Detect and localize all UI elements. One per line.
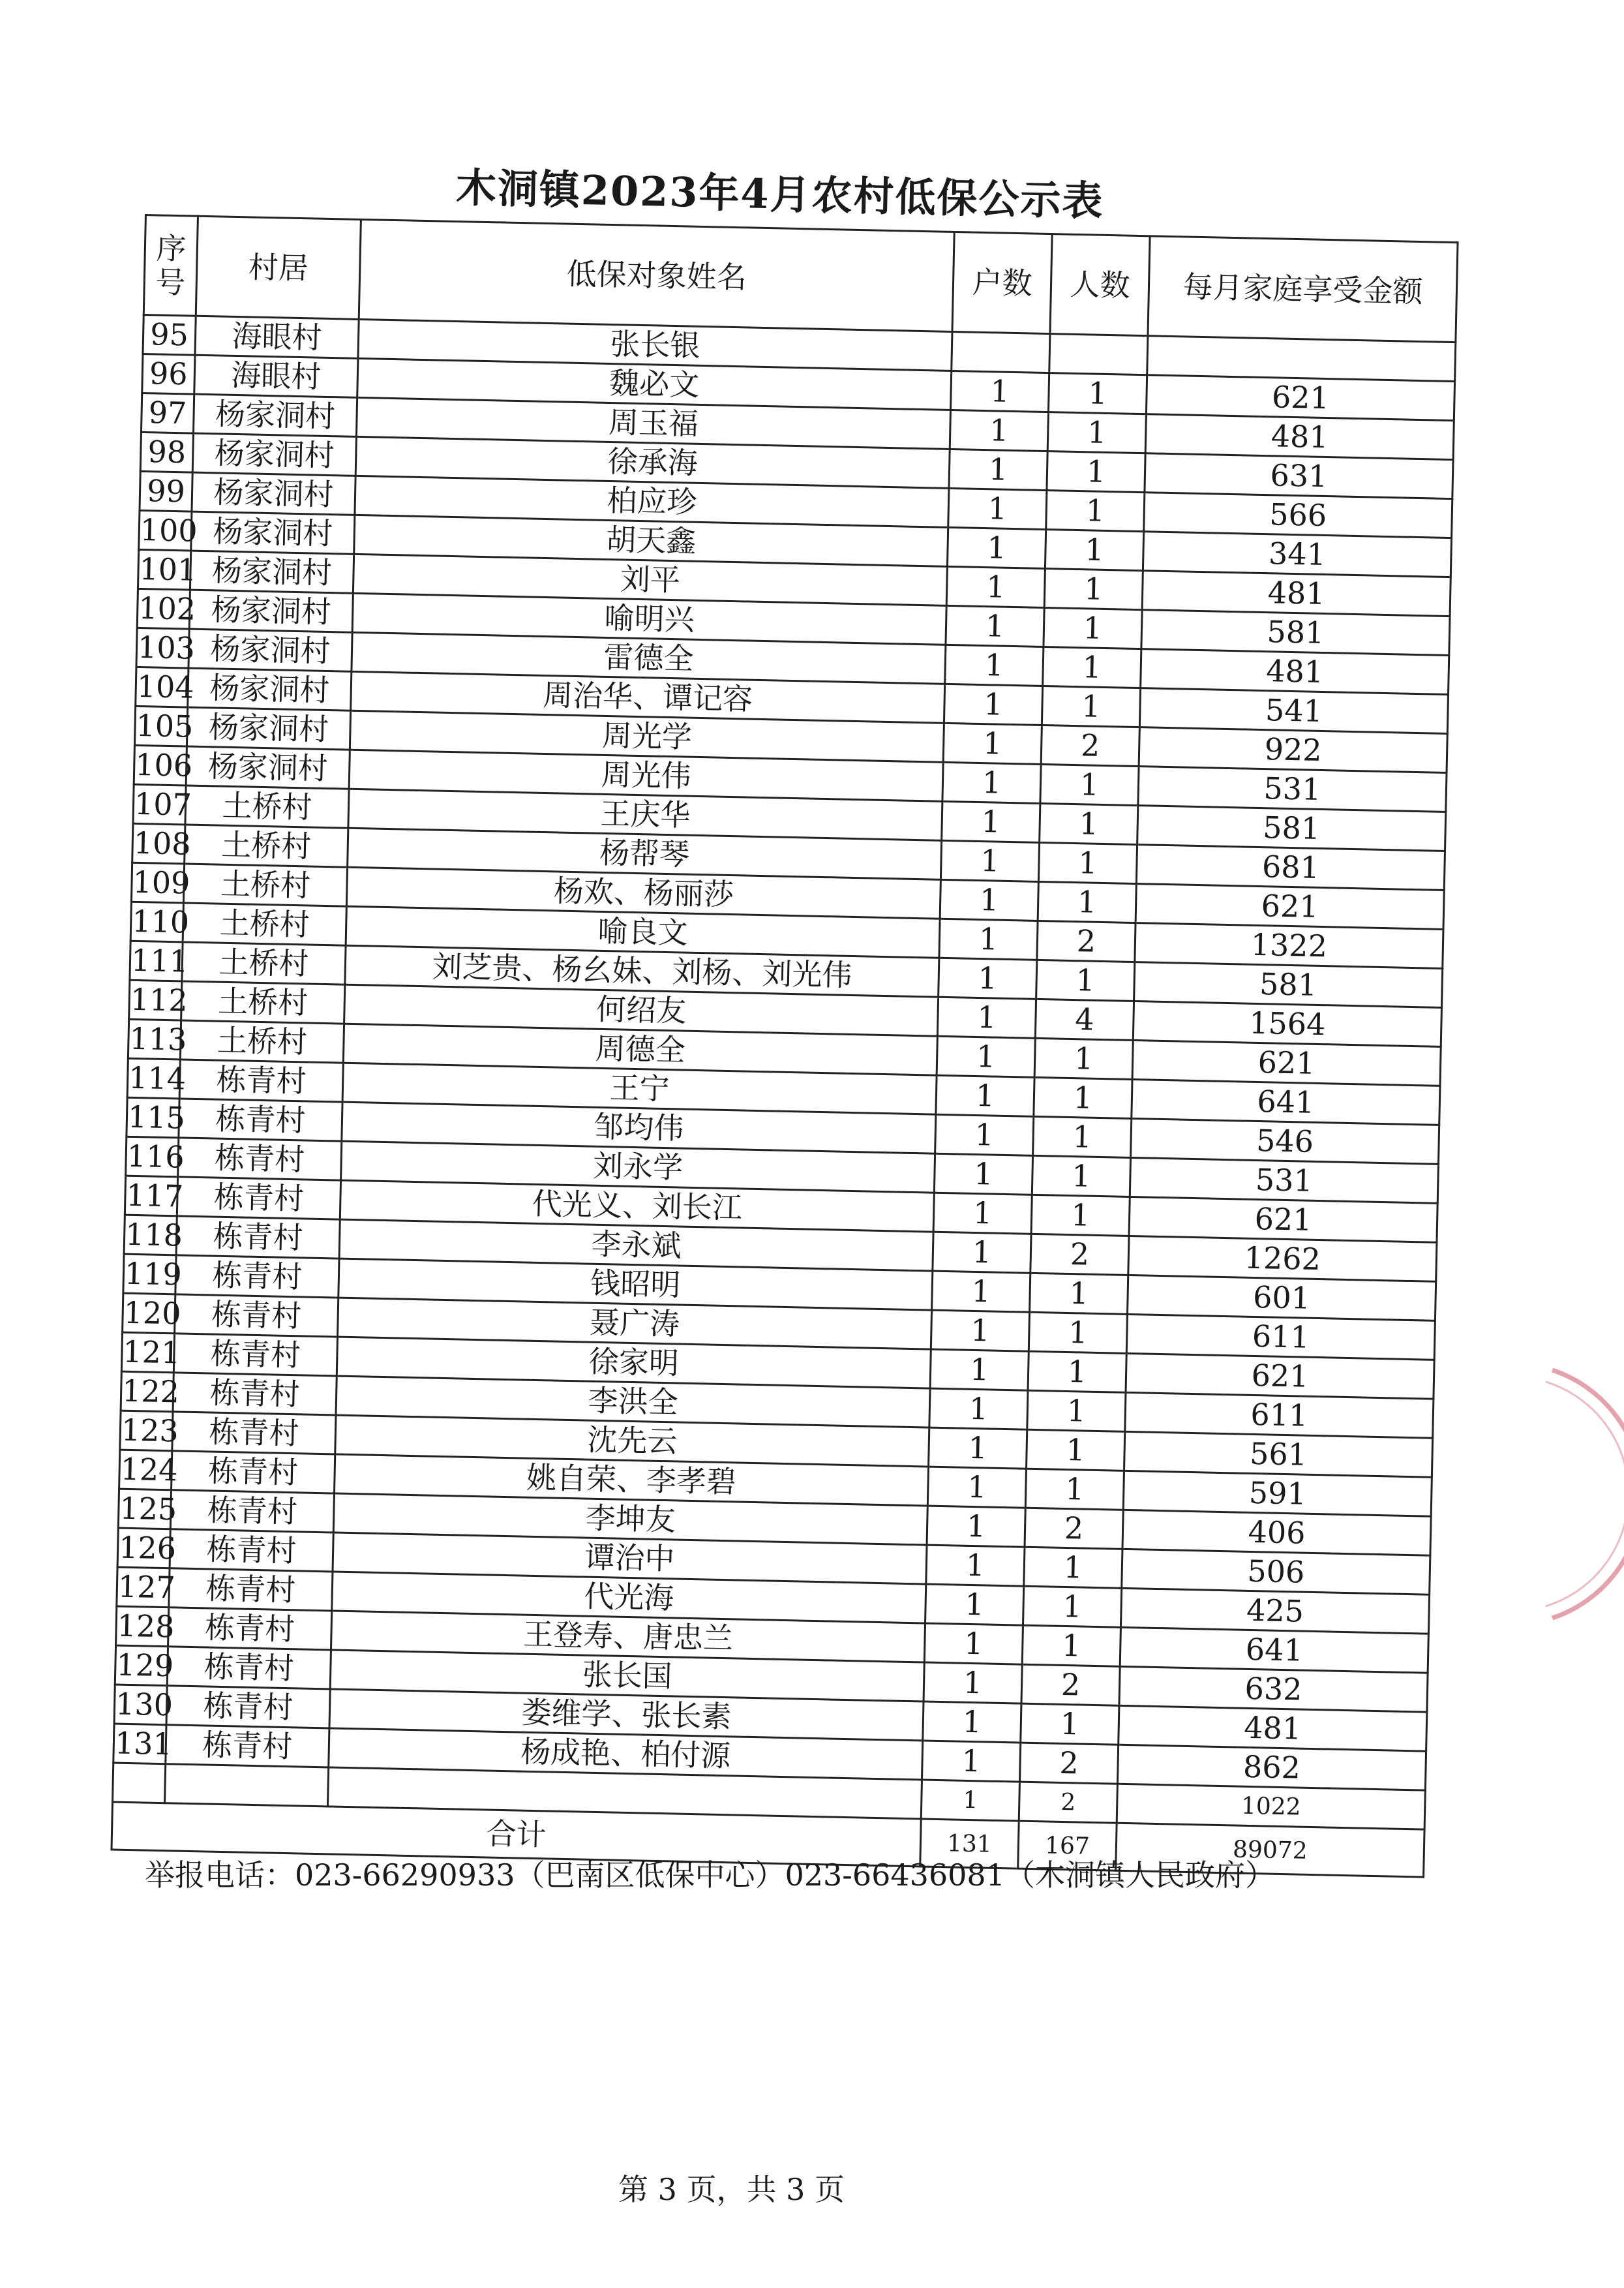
- village-cell: 杨家洞村: [187, 707, 350, 750]
- village-cell: 杨家洞村: [188, 629, 352, 671]
- village-cell: 土桥村: [185, 786, 349, 828]
- households-cell: 1: [942, 801, 1040, 842]
- persons-cell: 1: [1046, 491, 1145, 532]
- village-cell: 土桥村: [181, 981, 345, 1024]
- households-cell: 1: [946, 605, 1044, 647]
- name-cell: 李洪全: [336, 1376, 930, 1427]
- seq-cell: 123: [120, 1411, 173, 1451]
- amount-cell: 641: [1132, 1079, 1440, 1125]
- seq-cell: 116: [126, 1136, 179, 1177]
- name-cell: 魏必文: [357, 358, 952, 410]
- households-cell: 1: [926, 1545, 1025, 1586]
- name-cell: 沈先云: [335, 1415, 929, 1467]
- households-cell: 1: [925, 1584, 1024, 1625]
- name-cell: 钱昭明: [338, 1258, 933, 1310]
- seq-cell: 131: [113, 1724, 166, 1764]
- seq-cell: 119: [123, 1254, 176, 1294]
- persons-cell: 2: [1030, 1234, 1129, 1275]
- persons-cell: 2: [1019, 1743, 1118, 1784]
- persons-cell: 1: [1038, 881, 1136, 923]
- name-cell: 喻明兴: [352, 593, 946, 645]
- name-cell: 杨成艳、柏付源: [329, 1728, 923, 1780]
- persons-cell: 4: [1035, 999, 1134, 1040]
- persons-cell: 1: [1034, 1077, 1132, 1118]
- amount-cell: 681: [1136, 845, 1445, 891]
- village-cell: 栋青村: [178, 1138, 342, 1180]
- persons-cell: 1: [1032, 1155, 1130, 1197]
- total-persons: 167: [1018, 1821, 1117, 1870]
- village-cell: 栋青村: [172, 1412, 336, 1454]
- amount-cell: 641: [1120, 1627, 1428, 1673]
- amount-cell: 531: [1138, 767, 1447, 812]
- name-cell: 张长国: [330, 1650, 924, 1701]
- seq-cell: 124: [119, 1450, 172, 1490]
- village-cell: 栋青村: [172, 1451, 335, 1493]
- households-cell: 1: [940, 840, 1039, 881]
- name-cell: 胡天鑫: [354, 515, 948, 566]
- persons-cell: 1: [1044, 569, 1143, 610]
- persons-cell: 1: [1036, 960, 1135, 1001]
- seq-cell: 105: [134, 706, 187, 746]
- seq-cell: 129: [115, 1645, 168, 1686]
- households-cell: 1: [944, 684, 1042, 725]
- households-cell: 1: [923, 1701, 1021, 1743]
- report-phone-line: 举报电话：023-66290933（巴南区低保中心）023-66436081（木洞镇人民政府）: [145, 1857, 1275, 1893]
- households-cell: 1: [937, 1036, 1035, 1077]
- households-cell: 1: [924, 1662, 1022, 1703]
- seq-cell: [113, 1763, 166, 1803]
- name-cell: 雷德全: [352, 632, 946, 684]
- amount-cell: 546: [1131, 1118, 1439, 1164]
- persons-cell: 1: [1048, 373, 1147, 414]
- households-cell: 1: [927, 1467, 1026, 1508]
- households-cell: 1: [933, 1193, 1032, 1234]
- name-cell: 李坤友: [333, 1493, 927, 1545]
- village-cell: 栋青村: [173, 1334, 337, 1376]
- persons-cell: 2: [1025, 1508, 1123, 1549]
- amount-cell: 632: [1119, 1666, 1428, 1712]
- name-cell: 王宁: [342, 1063, 937, 1114]
- total-households: 131: [920, 1819, 1019, 1869]
- seq-cell: 97: [141, 393, 194, 433]
- persons-cell: 1: [1031, 1195, 1130, 1236]
- village-cell: 栋青村: [169, 1568, 333, 1611]
- name-cell: 王庆华: [348, 789, 942, 840]
- total-amount: 89072: [1116, 1823, 1424, 1877]
- households-cell: 1: [948, 488, 1047, 529]
- amount-cell: 621: [1132, 1041, 1441, 1086]
- village-cell: 杨家洞村: [189, 590, 353, 632]
- households-cell: 1: [927, 1506, 1025, 1547]
- name-cell: 娄维学、张长素: [329, 1689, 924, 1741]
- households-cell: 1: [936, 1075, 1034, 1116]
- village-cell: 土桥村: [183, 903, 346, 945]
- persons-cell: 2: [1037, 921, 1135, 962]
- village-cell: 栋青村: [177, 1177, 340, 1219]
- name-cell: 代光义、刘长江: [340, 1180, 934, 1232]
- seq-cell: 113: [128, 1019, 181, 1060]
- name-cell: 代光海: [332, 1572, 926, 1623]
- village-cell: 海眼村: [194, 355, 358, 397]
- persons-cell: 2: [1021, 1664, 1120, 1705]
- village-cell: 土桥村: [183, 864, 347, 906]
- households-cell: 1: [931, 1310, 1029, 1351]
- amount-cell: 425: [1120, 1588, 1429, 1634]
- village-cell: 栋青村: [179, 1060, 343, 1102]
- seq-cell: 115: [127, 1097, 179, 1138]
- village-cell: 栋青村: [176, 1216, 340, 1258]
- households-cell: 1: [929, 1388, 1028, 1429]
- amount-cell: 1564: [1133, 1001, 1441, 1047]
- seq-cell: 121: [121, 1332, 174, 1373]
- seq-cell: 101: [138, 549, 190, 590]
- name-cell: 张长银: [358, 319, 952, 371]
- persons-cell: 1: [1043, 647, 1141, 688]
- seq-cell: 112: [129, 980, 182, 1020]
- persons-cell: 1: [1027, 1429, 1125, 1471]
- households-cell: 1: [921, 1780, 1019, 1821]
- seq-cell: 108: [132, 823, 185, 864]
- name-cell: 姚自荣、李孝碧: [334, 1454, 928, 1506]
- households-cell: 1: [930, 1349, 1029, 1390]
- village-cell: 栋青村: [166, 1725, 329, 1767]
- amount-cell: 341: [1143, 532, 1451, 577]
- village-cell: 栋青村: [170, 1529, 333, 1572]
- seq-cell: 120: [123, 1293, 175, 1334]
- amount-cell: 1322: [1135, 923, 1443, 969]
- seq-cell: 118: [124, 1215, 177, 1255]
- persons-cell: [1049, 334, 1148, 375]
- households-cell: 1: [946, 566, 1045, 607]
- persons-cell: 1: [1029, 1312, 1127, 1353]
- seq-cell: 107: [133, 784, 186, 825]
- header-persons: 人数: [1050, 234, 1150, 336]
- households-cell: 1: [932, 1271, 1030, 1312]
- name-cell: 徐家明: [337, 1337, 931, 1388]
- amount-cell: 541: [1139, 688, 1448, 734]
- persons-cell: 1: [1038, 842, 1137, 883]
- households-cell: 1: [940, 879, 1038, 921]
- persons-cell: 1: [1047, 451, 1145, 493]
- persons-cell: 1: [1021, 1703, 1119, 1745]
- amount-cell: 591: [1123, 1471, 1432, 1516]
- seq-cell: 104: [136, 667, 188, 707]
- persons-cell: 1: [1042, 686, 1140, 727]
- seq-cell: 111: [130, 941, 183, 981]
- persons-cell: 1: [1045, 530, 1143, 571]
- official-seal-icon: [1474, 1364, 1624, 1624]
- persons-cell: 1: [1033, 1116, 1132, 1157]
- persons-cell: 1: [1044, 608, 1142, 649]
- village-cell: 栋青村: [175, 1294, 338, 1337]
- amount-cell: 481: [1141, 649, 1449, 695]
- amount-cell: 481: [1119, 1705, 1427, 1751]
- households-cell: 1: [924, 1623, 1023, 1664]
- persons-cell: 1: [1025, 1469, 1124, 1510]
- seq-cell: 99: [140, 471, 192, 511]
- name-cell: 周玉福: [356, 397, 950, 449]
- seq-cell: 126: [117, 1528, 170, 1568]
- households-cell: 1: [935, 1114, 1034, 1155]
- village-cell: 栋青村: [173, 1373, 337, 1415]
- village-cell: 栋青村: [168, 1608, 332, 1650]
- persons-cell: 1: [1047, 412, 1146, 453]
- amount-cell: 862: [1117, 1745, 1426, 1790]
- header-households: 户数: [952, 232, 1052, 333]
- households-cell: 1: [950, 371, 1049, 412]
- households-cell: [952, 331, 1050, 373]
- village-cell: 栋青村: [170, 1490, 334, 1533]
- amount-cell: 621: [1135, 884, 1444, 930]
- amount-cell: 621: [1146, 375, 1454, 421]
- amount-cell: 581: [1141, 610, 1450, 656]
- seq-cell: 114: [127, 1058, 180, 1099]
- persons-cell: 1: [1027, 1390, 1126, 1431]
- seq-cell: 98: [140, 432, 193, 472]
- persons-cell: 2: [1041, 725, 1139, 766]
- village-cell: 土桥村: [182, 942, 346, 984]
- village-cell: 杨家洞村: [190, 551, 353, 593]
- name-cell: 周光伟: [349, 750, 943, 801]
- amount-cell: 561: [1124, 1431, 1432, 1477]
- name-cell: 王登寿、唐忠兰: [331, 1611, 925, 1662]
- village-cell: 杨家洞村: [192, 472, 355, 515]
- village-cell: 杨家洞村: [193, 394, 357, 436]
- page-title: 木洞镇2023年4月农村低保公示表: [455, 163, 1105, 225]
- amount-cell: 621: [1126, 1353, 1434, 1399]
- village-cell: 杨家洞村: [191, 511, 355, 554]
- name-cell: 周德全: [343, 1024, 937, 1075]
- village-cell: 土桥村: [185, 825, 348, 867]
- amount-cell: 621: [1129, 1197, 1437, 1242]
- persons-cell: 1: [1023, 1586, 1121, 1627]
- amount-cell: 506: [1122, 1549, 1430, 1594]
- village-cell: 杨家洞村: [186, 746, 350, 789]
- name-cell: 邹均伟: [342, 1102, 936, 1153]
- village-cell: 杨家洞村: [192, 433, 356, 476]
- persons-cell: 1: [1024, 1547, 1122, 1588]
- page-number: 第 3 页，共 3 页: [618, 2172, 845, 2207]
- households-cell: 1: [922, 1741, 1021, 1782]
- village-cell: 土桥村: [180, 1020, 344, 1063]
- amount-cell: 481: [1145, 414, 1454, 460]
- amount-cell: 1262: [1128, 1236, 1437, 1281]
- header-name: 低保对象姓名: [359, 219, 954, 331]
- village-cell: 栋青村: [175, 1255, 339, 1298]
- seq-cell: 125: [118, 1489, 171, 1529]
- name-cell: 刘平: [353, 554, 947, 605]
- amount-cell: 1022: [1117, 1784, 1425, 1829]
- name-cell: 谭治中: [333, 1533, 927, 1584]
- amount-cell: 566: [1144, 493, 1452, 538]
- allowance-table-wrapper: [110, 214, 1456, 1878]
- households-cell: 1: [939, 919, 1038, 960]
- seq-cell: 106: [134, 745, 187, 786]
- amount-cell: 601: [1128, 1275, 1436, 1320]
- households-cell: 1: [947, 527, 1045, 568]
- seq-cell: 96: [142, 354, 195, 394]
- amount-cell: 611: [1125, 1392, 1434, 1438]
- name-cell: 杨帮琴: [348, 828, 942, 879]
- header-seq: 序号: [143, 215, 198, 316]
- amount-cell: 581: [1134, 962, 1443, 1008]
- seq-cell: 128: [116, 1606, 169, 1647]
- households-cell: 1: [943, 723, 1042, 764]
- name-cell: 杨欢、杨丽莎: [346, 867, 940, 919]
- name-cell: 周光学: [350, 710, 944, 762]
- name-cell: 聂广涛: [338, 1298, 932, 1349]
- amount-cell: 581: [1137, 806, 1446, 851]
- households-cell: 1: [929, 1427, 1027, 1469]
- header-amount: 每月家庭享受金额: [1148, 236, 1458, 343]
- households-cell: 1: [939, 958, 1037, 999]
- header-village: 村居: [196, 216, 361, 319]
- name-cell: 柏应珍: [355, 476, 949, 527]
- village-cell: 栋青村: [179, 1099, 342, 1141]
- households-cell: 1: [950, 410, 1048, 451]
- village-cell: [164, 1764, 328, 1807]
- persons-cell: 2: [1019, 1782, 1117, 1823]
- village-cell: 栋青村: [166, 1686, 330, 1728]
- name-cell: 徐承海: [355, 436, 950, 488]
- name-cell: 喻良文: [346, 906, 940, 958]
- persons-cell: 1: [1040, 764, 1139, 805]
- seq-cell: 109: [131, 862, 184, 903]
- households-cell: 1: [942, 762, 1041, 803]
- persons-cell: 1: [1040, 803, 1138, 844]
- amount-cell: 481: [1142, 571, 1451, 617]
- seq-cell: 102: [137, 588, 190, 629]
- persons-cell: 1: [1030, 1273, 1128, 1314]
- allowance-table: [110, 214, 1458, 1878]
- seq-cell: 122: [121, 1371, 173, 1412]
- persons-cell: 1: [1022, 1625, 1120, 1666]
- name-cell: 刘芝贵、杨幺妹、刘杨、刘光伟: [345, 945, 939, 997]
- seq-cell: 110: [130, 902, 183, 942]
- name-cell: 李永斌: [339, 1219, 933, 1271]
- total-label: 合计: [112, 1802, 921, 1867]
- name-cell: 刘永学: [341, 1141, 935, 1193]
- name-cell: 周治华、谭记容: [351, 671, 945, 723]
- persons-cell: 1: [1034, 1038, 1133, 1079]
- seq-cell: 100: [139, 510, 192, 551]
- households-cell: 1: [945, 645, 1044, 686]
- amount-cell: 922: [1139, 727, 1447, 773]
- village-cell: 海眼村: [195, 316, 359, 358]
- persons-cell: 1: [1028, 1351, 1126, 1392]
- amount-cell: [1147, 336, 1456, 382]
- amount-cell: 531: [1130, 1157, 1438, 1203]
- seq-cell: 117: [125, 1176, 177, 1216]
- households-cell: 1: [937, 997, 1036, 1038]
- households-cell: 1: [949, 449, 1047, 490]
- amount-cell: 611: [1126, 1314, 1435, 1360]
- name-cell: 何绍友: [344, 984, 939, 1036]
- amount-cell: 406: [1122, 1510, 1431, 1555]
- households-cell: 1: [934, 1153, 1032, 1195]
- seq-cell: 103: [136, 628, 189, 668]
- households-cell: 1: [933, 1232, 1031, 1273]
- village-cell: 栋青村: [167, 1647, 331, 1689]
- seq-cell: 95: [143, 314, 196, 355]
- village-cell: 杨家洞村: [188, 668, 352, 710]
- seq-cell: 127: [117, 1567, 170, 1608]
- seq-cell: 130: [114, 1685, 167, 1725]
- table-body: [113, 314, 1456, 1829]
- amount-cell: 631: [1145, 453, 1453, 499]
